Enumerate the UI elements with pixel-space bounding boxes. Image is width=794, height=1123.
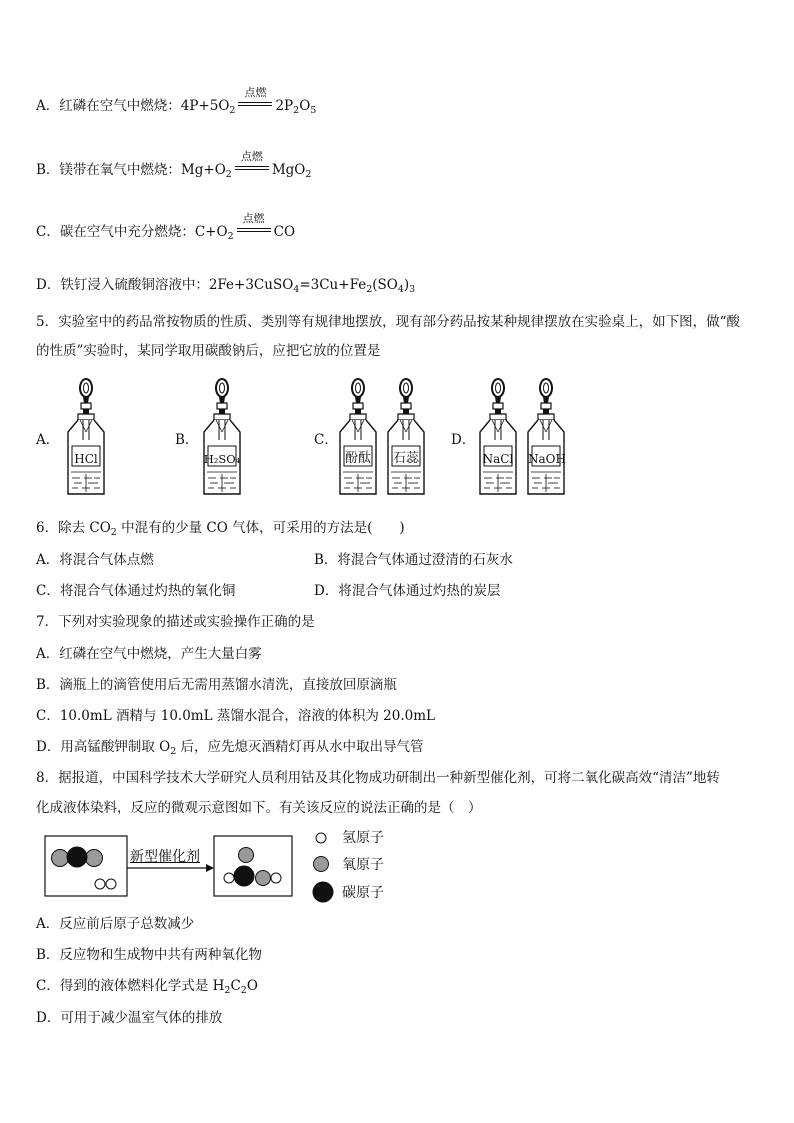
q7-stem: 7．下列对实验现象的描述或实验操作正确的是 [36,614,315,630]
q5-option-a-letter[interactable]: A． [36,432,60,448]
q6-option-c[interactable]: C．将混合气体通过灼热的氧化铜 [36,583,236,599]
bottle-label-h2so4: H₂SO₄ [203,452,241,466]
products-box [214,836,292,896]
q5-stem-line1: 5．实验室中的药品常按物质的性质、类别等有规律地摆放，现有部分药品按某种规律摆放在实验桌上，如下图，做“酸 [36,314,740,330]
q8-stem-line2: 化成液体染料，反应的微观示意图如下。有关该反应的说法正确的是（ ） [36,800,482,816]
oxygen-atom [239,848,254,863]
q6-option-b[interactable]: B．将混合气体通过澄清的石灰水 [314,552,513,568]
bottle-hcl [68,379,104,494]
bottle-litmus [388,379,424,494]
bottle-label-hcl: HCl [74,452,98,466]
hydrogen-atom [95,879,105,889]
arrow-head [206,864,214,872]
q5-stem-line2: 的性质”实验时，某同学取用碳酸钠后，应把它放的位置是 [36,343,381,359]
q8-option-d[interactable]: D．可用于减少温室气体的排放 [36,1010,223,1026]
q4-option-b [36,150,312,180]
q4-option-c [36,212,296,242]
oxygen-atom [256,871,271,886]
legend-oxygen-label: 氧原子 [342,857,384,873]
reaction-arrow: 点燃 [236,96,274,116]
reaction-arrow: 点燃 [233,160,271,180]
hydrogen-atom [224,873,234,883]
q4-option-d [36,275,415,295]
q4-c-text: 碳在空气中充分燃烧： [59,224,195,240]
q6-option-a[interactable]: A．将混合气体点燃 [36,552,154,568]
q4-a-letter: A． [36,98,60,114]
bottle-label-litmus: 石蕊 [392,451,419,466]
legend-oxygen-symbol [314,857,329,872]
legend-hydrogen-symbol [316,833,326,843]
q4-c-lhs: $C+O_2$ [194,224,234,242]
q4-a-lhs: $4P+5O_2$ [180,98,236,116]
hydrogen-atom [106,879,116,889]
q6-stem: 6．除去 $CO_2$ 中混有的少量 CO 气体，可采用的方法是( ) [36,520,405,538]
carbon-atom [234,866,255,887]
oxygen-atom [86,850,103,867]
q4-c-letter: C． [36,224,60,240]
reaction-micro-diagram [40,828,460,908]
q7-option-a[interactable]: A．红磷在空气中燃烧，产生大量白雾 [36,646,262,662]
bottle-nacl [480,379,516,494]
q5-option-c-letter[interactable]: C． [314,432,338,448]
q4-b-text: 镁带在氧气中燃烧： [59,162,181,178]
q4-c-rhs: CO [273,224,296,240]
q8-option-b[interactable]: B．反应物和生成物中共有两种氧化物 [36,947,262,963]
hydrogen-atom [271,873,281,883]
q7-option-c[interactable]: C．10.0mL 酒精与 10.0mL 蒸馏水混合，溶液的体积为 20.0mL [36,708,435,724]
q5-option-d-letter[interactable]: D． [451,432,476,448]
q4-d-letter: D． [36,277,61,293]
q5-option-b-letter[interactable]: B． [175,432,199,448]
q4-a-rhs: $2P_2O_5$ [275,98,317,116]
oxygen-atom [52,850,69,867]
q8-option-a[interactable]: A．反应前后原子总数减少 [36,916,195,932]
q7-option-b[interactable]: B．滴瓶上的滴管使用后无需用蒸馏水清洗，直接放回原滴瓶 [36,677,397,693]
q8-option-c[interactable]: C．得到的液体燃料化学式是 $H_2C_2O$ [36,978,258,996]
q4-b-rhs: MgO$_2$ [271,162,312,180]
legend-carbon-label: 碳原子 [342,885,384,901]
legend-carbon-symbol [313,882,334,903]
bottle-label-phenolphthalein: 酚酞 [344,451,371,466]
q4-d-text: 铁钉浸入硫酸铜溶液中： [60,277,209,293]
q4-b-letter: B． [36,162,60,178]
q7-option-d[interactable]: D．用高锰酸钾制取 $O_2$ 后，应先熄灭酒精灯再从水中取出导气管 [36,739,424,757]
q4-option-a [36,86,317,116]
bottle-naoh [528,379,564,494]
bottle-label-naoh: NaOH [528,452,566,466]
carbon-atom [67,847,88,868]
bottle-h2so4 [204,379,240,494]
q6-option-d[interactable]: D．将混合气体通过灼热的炭层 [314,583,501,599]
q8-stem-line1: 8．据报道，中国科学技术大学研究人员利用钴及其化物成功研制出一种新型催化剂，可将二氧化碳高效“清洁”地转 [36,770,720,786]
legend-hydrogen-label: 氢原子 [342,830,384,846]
q4-a-text: 红磷在空气中燃烧： [59,98,181,114]
q4-d-equation: $2Fe+3CuSO_4=3Cu+Fe_2(SO_4)_3$ [208,277,416,295]
bottle-phenolphthalein [340,379,376,494]
q4-b-lhs: $Mg+O_2$ [180,162,232,180]
bottle-label-nacl: NaCl [482,452,514,466]
catalyst-label: 新型催化剂 [130,849,200,865]
reagent-bottles-figure [0,376,794,516]
reaction-arrow: 点燃 [235,222,273,242]
